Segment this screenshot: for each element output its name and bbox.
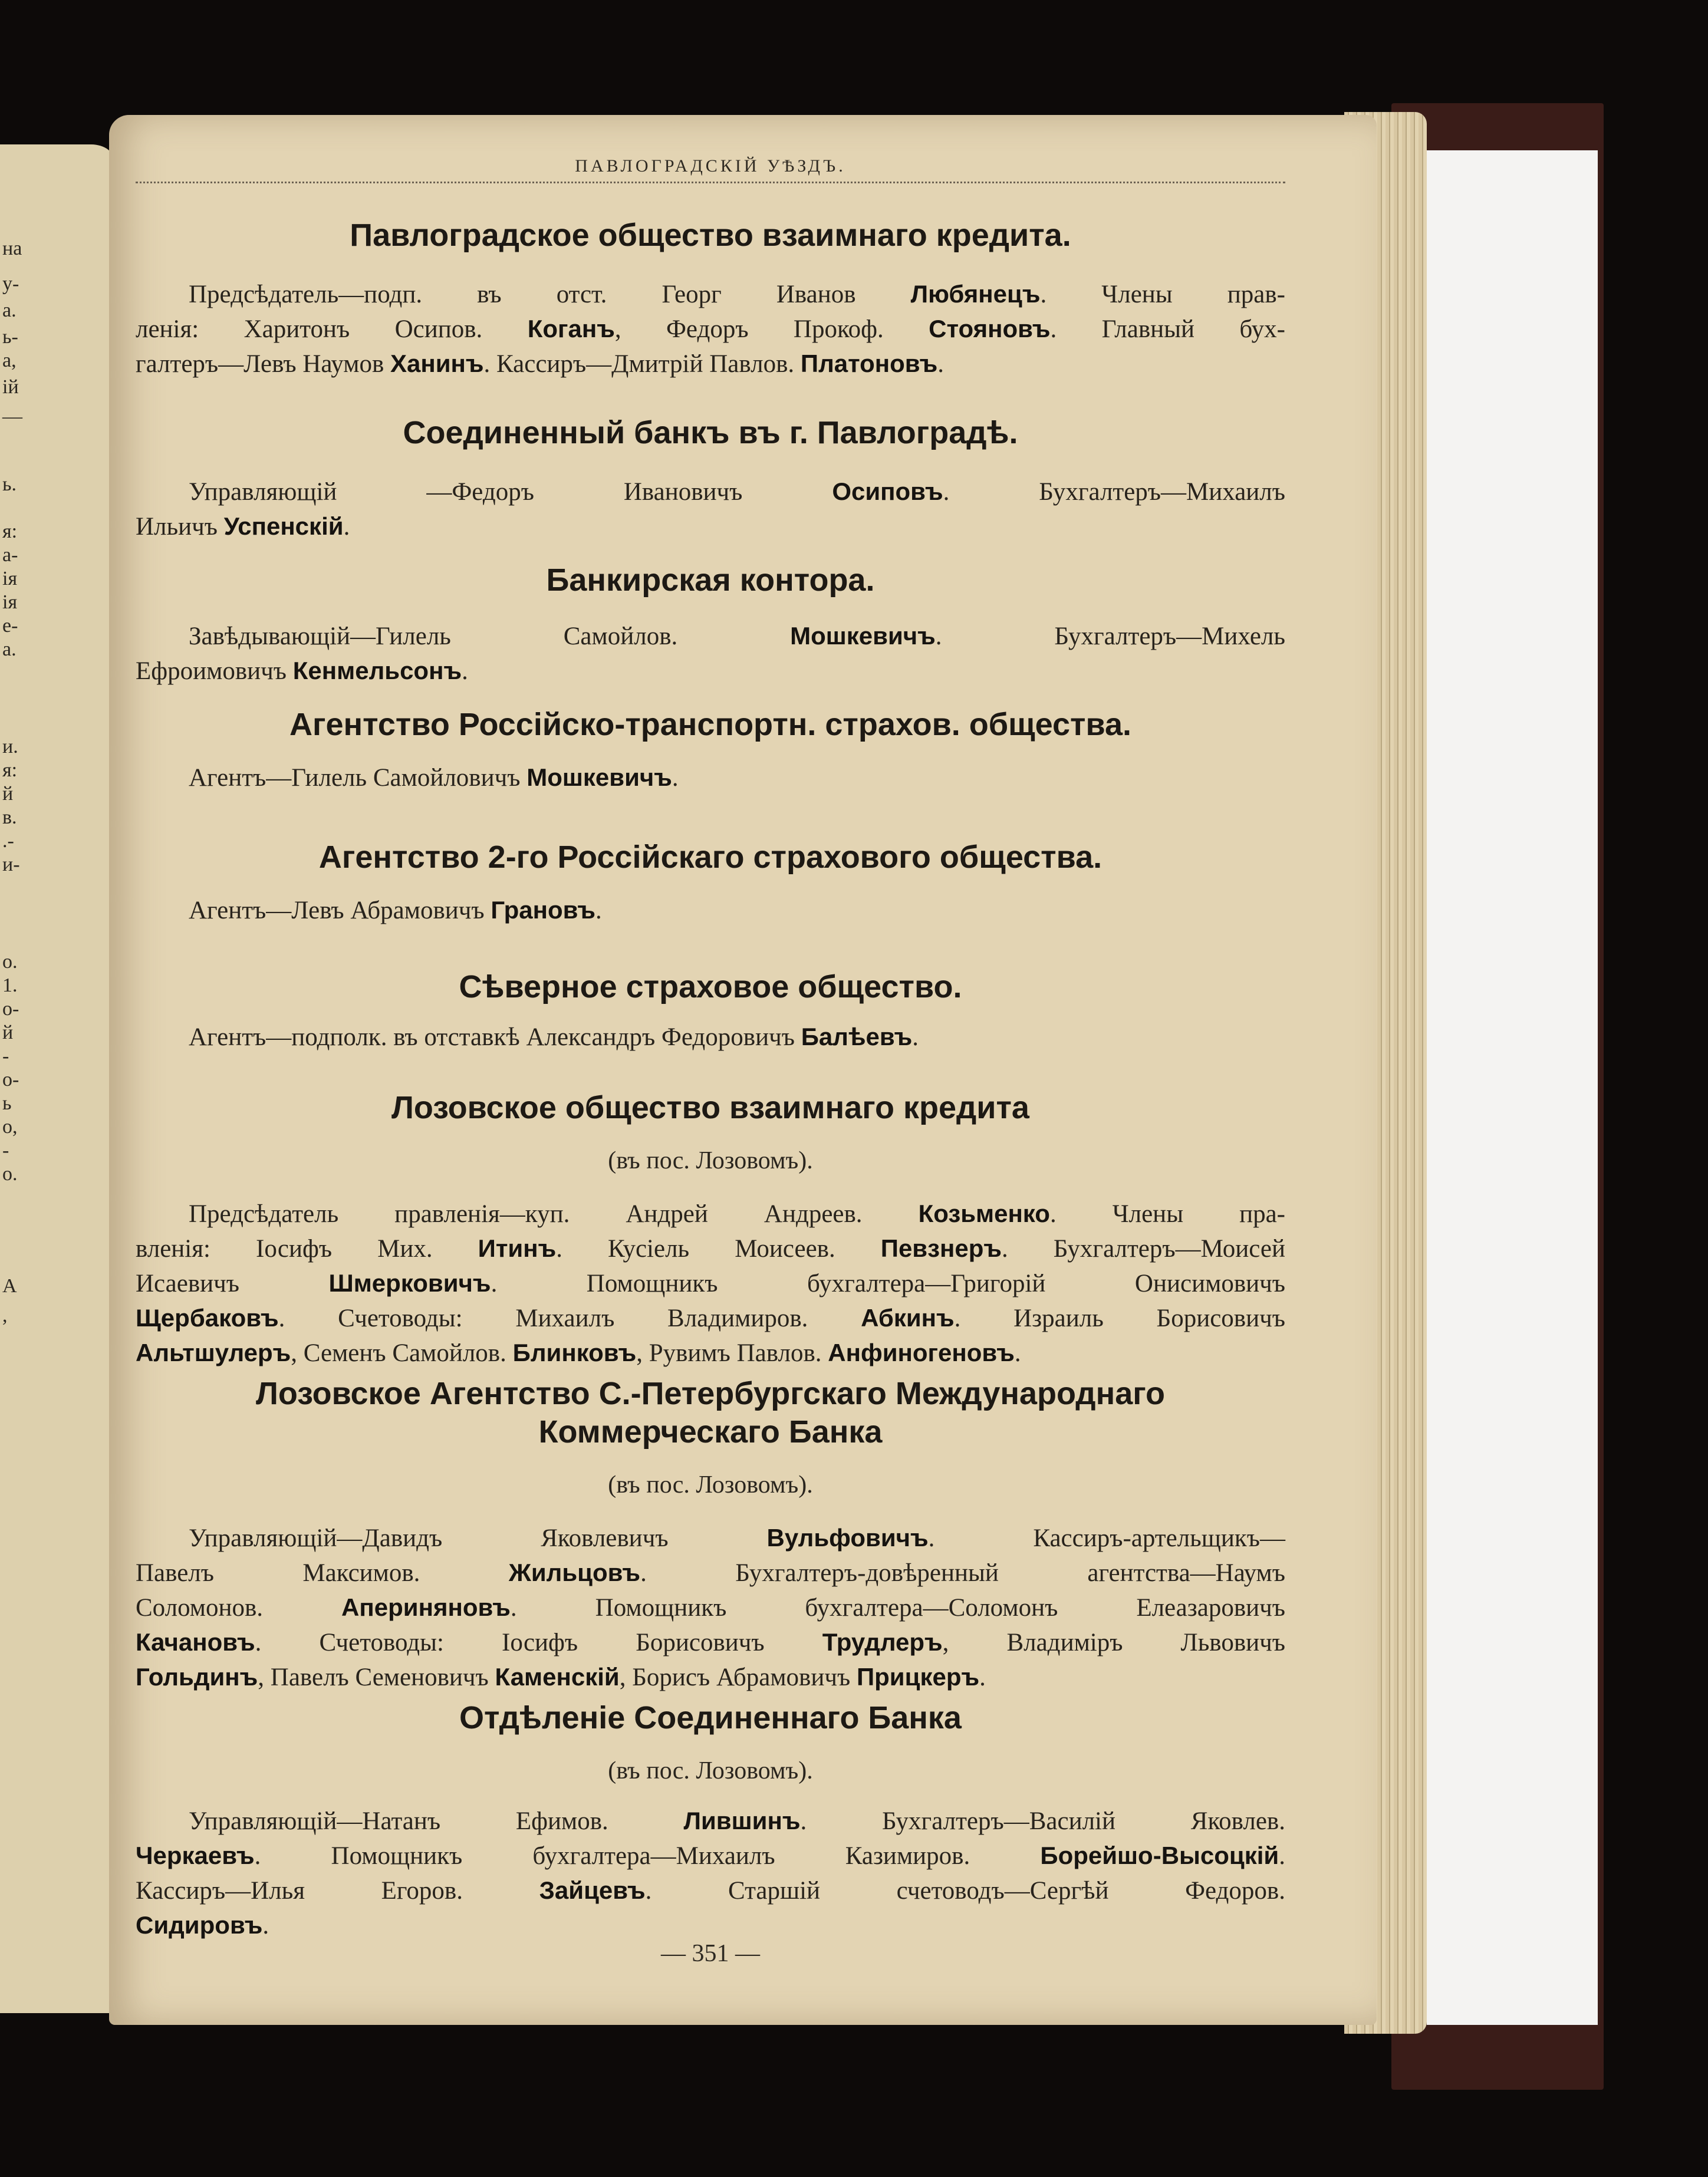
left-page-fragment: ь xyxy=(2,1092,12,1114)
text-line xyxy=(136,760,1285,795)
text-line xyxy=(136,1908,1285,1943)
left-page-fragment: а. xyxy=(2,638,17,660)
left-page-fragment: , xyxy=(2,1305,8,1326)
left-page-fragment: о, xyxy=(2,1116,18,1138)
text-line xyxy=(136,1839,1285,1873)
text-run: . xyxy=(462,657,468,685)
surname: Борейшо-Высоцкій xyxy=(1040,1842,1279,1869)
text-line xyxy=(136,1590,1285,1625)
text-run: . Бухгалтеръ—Моисей xyxy=(1002,1235,1285,1263)
surname: Вульфовичъ xyxy=(766,1524,929,1552)
text-run: . Бухгалтеръ—Михаилъ xyxy=(943,478,1285,506)
text-run: Кассиръ—Илья Егоров. xyxy=(136,1877,539,1905)
section-body xyxy=(136,893,1285,928)
surname: Кенмельсонъ xyxy=(292,657,462,684)
left-page-fragment: о- xyxy=(2,998,19,1020)
surname: Качановъ xyxy=(136,1628,255,1656)
text-run: . xyxy=(912,1023,919,1051)
left-page-fragment: о. xyxy=(2,951,18,973)
text-line xyxy=(136,475,1285,509)
text-run: , Семенъ Самойлов. xyxy=(291,1339,513,1367)
left-page-fragment: й xyxy=(2,1022,14,1043)
text-run: Ефроимовичъ xyxy=(136,657,293,685)
text-run: Агентъ—подполк. въ отставкѣ Александръ Федоровичъ xyxy=(189,1023,801,1051)
text-run: Соломонов. xyxy=(136,1594,342,1622)
text-run: Управляющій—Натанъ Ефимов. xyxy=(189,1807,684,1835)
text-line xyxy=(136,893,1285,928)
surname: Черкаевъ xyxy=(136,1842,255,1869)
section-subtitle: (въ пос. Лозовомъ). xyxy=(608,1471,813,1498)
text-run: . xyxy=(1014,1339,1021,1367)
text-run: Управляющій—Давидъ Яковлевичъ xyxy=(189,1524,767,1552)
text-run: . Члены пра- xyxy=(1049,1200,1286,1228)
text-line xyxy=(136,509,1285,544)
text-run: Ильичъ xyxy=(136,513,224,541)
text-run: Агентъ—Левъ Абрамовичъ xyxy=(189,897,491,924)
page-number: — 351 — xyxy=(661,1940,760,1967)
text-run: . Главный бух- xyxy=(1050,315,1285,343)
text-line xyxy=(136,1231,1285,1266)
text-run: . Бухгалтеръ-довѣренный агентства—Наумъ xyxy=(640,1559,1285,1587)
text-line xyxy=(136,312,1285,347)
surname: Мошкевичъ xyxy=(526,763,672,791)
text-line xyxy=(136,1804,1285,1839)
left-page-fragment: а. xyxy=(2,299,17,321)
text-line xyxy=(136,1301,1285,1336)
text-run: , Федоръ Прокоф. xyxy=(614,315,929,343)
surname: Платоновъ xyxy=(800,350,938,377)
text-line xyxy=(136,277,1285,312)
text-line xyxy=(136,1521,1285,1556)
text-run: . Бухгалтеръ—Михель xyxy=(935,623,1285,650)
surname: Щербаковъ xyxy=(136,1304,279,1332)
text-run: Завѣдывающій—Гилель Самойлов. xyxy=(189,623,791,650)
surname: Стояновъ xyxy=(929,315,1051,342)
left-page-fragment: я: xyxy=(2,521,18,542)
text-run: . Израиль Борисовичъ xyxy=(954,1305,1285,1332)
header-rule xyxy=(136,182,1285,183)
section-subtitle: (въ пос. Лозовомъ). xyxy=(608,1757,813,1784)
text-line xyxy=(136,654,1285,689)
section-title: Лозовское Агентство С.-Петербургскаго Международнаго xyxy=(255,1376,1165,1411)
text-line xyxy=(136,1197,1285,1231)
surname: Каменскій xyxy=(495,1663,620,1691)
text-line xyxy=(136,1660,1285,1695)
text-run: . Счетоводы: Михаилъ Владимиров. xyxy=(278,1305,861,1332)
left-page-fragment: - xyxy=(2,1139,9,1161)
text-run: . xyxy=(343,513,350,541)
text-run: Предсѣдатель—подп. въ отст. Георг Иванов xyxy=(189,281,911,308)
left-page-fragment: о. xyxy=(2,1163,18,1185)
text-run: Агентъ—Гилель Самойловичъ xyxy=(189,764,527,792)
surname: Ханинъ xyxy=(390,350,484,377)
text-line xyxy=(136,1873,1285,1908)
section-title: Павлоградское общество взаимнаго кредита. xyxy=(350,218,1071,253)
text-run: . xyxy=(672,764,679,792)
text-run: , Борисъ Абрамовичъ xyxy=(619,1664,857,1691)
text-run: . Кассиръ-артельщикъ— xyxy=(928,1524,1285,1552)
section-title: Лозовское общество взаимнаго кредита xyxy=(391,1090,1029,1125)
surname: Блинковъ xyxy=(512,1339,637,1366)
section-title: Отдѣленіе Соединеннаго Банка xyxy=(459,1700,962,1735)
left-page-fragment: 1. xyxy=(2,974,18,996)
section-title: Агентство Россійско-транспортн. страхов. общества. xyxy=(289,707,1131,742)
surname: Коганъ xyxy=(527,315,615,342)
surname: Лившинъ xyxy=(683,1807,801,1835)
left-facing-page xyxy=(0,144,115,2013)
text-run: . Кассиръ—Дмитрій Павлов. xyxy=(483,350,801,378)
surname: Абкинъ xyxy=(861,1304,955,1332)
surname: Трудлеръ xyxy=(822,1628,943,1656)
section-title: Агентство 2-го Россійскаго страхового общества. xyxy=(318,839,1103,875)
text-run: Управляющій —Федоръ Ивановичъ xyxy=(189,478,832,506)
text-run: вленія: Іосифъ Мих. xyxy=(136,1235,478,1263)
surname: Певзнеръ xyxy=(880,1234,1002,1262)
surname: Грановъ xyxy=(491,896,596,924)
surname: Жильцовъ xyxy=(508,1559,641,1586)
text-run: . xyxy=(1279,1842,1285,1870)
section-title: Соединенный банкъ въ г. Павлоградѣ. xyxy=(403,415,1018,450)
surname: Осиповъ xyxy=(832,477,943,505)
left-page-fragment: ія xyxy=(2,568,18,589)
left-page-fragment: ія xyxy=(2,591,18,613)
text-run: , Владиміръ Львовичъ xyxy=(942,1629,1285,1656)
section-body xyxy=(136,475,1285,544)
text-run: . xyxy=(979,1664,986,1691)
surname: Любянецъ xyxy=(910,280,1041,308)
surname: Козьменко xyxy=(918,1200,1050,1227)
text-run: , Рувимъ Павлов. xyxy=(636,1339,828,1367)
left-page-fragment: и. xyxy=(2,736,18,757)
left-page-fragment: — xyxy=(2,406,22,427)
surname: Анфиногеновъ xyxy=(828,1339,1015,1366)
page-content xyxy=(136,147,1285,2004)
left-page-fragment: ь. xyxy=(2,473,17,495)
text-line xyxy=(136,1625,1285,1660)
section-title-line2: Коммерческаго Банка xyxy=(538,1414,883,1450)
left-page-fragment: в. xyxy=(2,806,17,828)
left-page-fragment: е- xyxy=(2,615,18,637)
text-run: . xyxy=(595,897,602,924)
white-backing-sheet xyxy=(1427,150,1598,2025)
text-line xyxy=(136,1556,1285,1590)
left-page-fragment: а- xyxy=(2,544,18,566)
text-run: . Старшій счетоводъ—Сергѣй Федоров. xyxy=(645,1877,1285,1905)
surname: Зайцевъ xyxy=(539,1876,646,1904)
left-page-fragment: о- xyxy=(2,1069,19,1091)
left-page-fragment: й xyxy=(2,783,14,805)
surname: Гольдинъ xyxy=(136,1663,258,1691)
text-run: . Помощникъ бухгалтера—Соломонъ Елеазаровичъ xyxy=(510,1594,1286,1622)
left-page-fragment: А xyxy=(2,1275,17,1297)
left-page-fragment: на xyxy=(2,238,22,259)
left-page-fragment: ь- xyxy=(2,326,18,348)
surname: Мошкевичъ xyxy=(790,622,936,650)
section-body xyxy=(136,1521,1285,1695)
text-run: Исаевичъ xyxy=(136,1270,329,1297)
text-run: галтеръ—Левъ Наумов xyxy=(136,350,390,378)
section-body xyxy=(136,277,1285,381)
text-run: Павелъ Максимов. xyxy=(136,1559,509,1587)
text-run: Предсѣдатель правленія—куп. Андрей Андреев. xyxy=(189,1200,919,1228)
surname: Балѣевъ xyxy=(801,1023,913,1050)
section-title: Банкирская контора. xyxy=(546,562,875,598)
text-run: . Кусіель Моисеев. xyxy=(556,1235,881,1263)
surname: Успенскій xyxy=(223,512,344,540)
text-run: , Павелъ Семеновичъ xyxy=(258,1664,495,1691)
section-body xyxy=(136,619,1285,689)
left-page-fragment: я: xyxy=(2,759,18,781)
section-subtitle: (въ пос. Лозовомъ). xyxy=(608,1147,813,1174)
surname: Апериняновъ xyxy=(341,1593,511,1621)
text-line xyxy=(136,619,1285,654)
text-run: . Бухгалтеръ—Василій Яковлев. xyxy=(800,1807,1285,1835)
text-line xyxy=(136,347,1285,381)
text-run: . Помощникъ бухгалтера—Григорій Онисимовичъ xyxy=(491,1270,1285,1297)
section-body xyxy=(136,1197,1285,1371)
text-line xyxy=(136,1266,1285,1301)
section-title: Сѣверное страховое общество. xyxy=(459,969,962,1004)
text-run: . xyxy=(262,1912,269,1939)
text-run: ленія: Харитонъ Осипов. xyxy=(136,315,528,343)
text-run: . Члены прав- xyxy=(1040,281,1285,308)
text-line xyxy=(136,1020,1285,1055)
text-run: . Помощникъ бухгалтера—Михаилъ Казимиров. xyxy=(254,1842,1041,1870)
text-run: . xyxy=(937,350,944,378)
left-page-fragment: и- xyxy=(2,854,20,875)
left-page-fragment: .- xyxy=(2,830,14,852)
surname: Прицкеръ xyxy=(856,1663,980,1691)
surname: Итинъ xyxy=(478,1234,557,1262)
text-run: . Счетоводы: Іосифъ Борисовичъ xyxy=(255,1629,822,1656)
left-page-fragment: у- xyxy=(2,273,19,295)
running-head: ПАВЛОГРАДСКІЙ УѢЗДЪ. xyxy=(575,156,846,176)
section-body xyxy=(136,1804,1285,1943)
section-body xyxy=(136,760,1285,795)
section-body xyxy=(136,1020,1285,1055)
surname: Сидировъ xyxy=(136,1911,263,1939)
text-line xyxy=(136,1336,1285,1371)
left-page-fragment: - xyxy=(2,1045,9,1067)
surname: Альтшулеръ xyxy=(136,1339,291,1366)
left-page-fragment: а, xyxy=(2,350,17,371)
surname: Шмерковичъ xyxy=(328,1269,491,1297)
left-page-fragment: ій xyxy=(2,376,19,398)
